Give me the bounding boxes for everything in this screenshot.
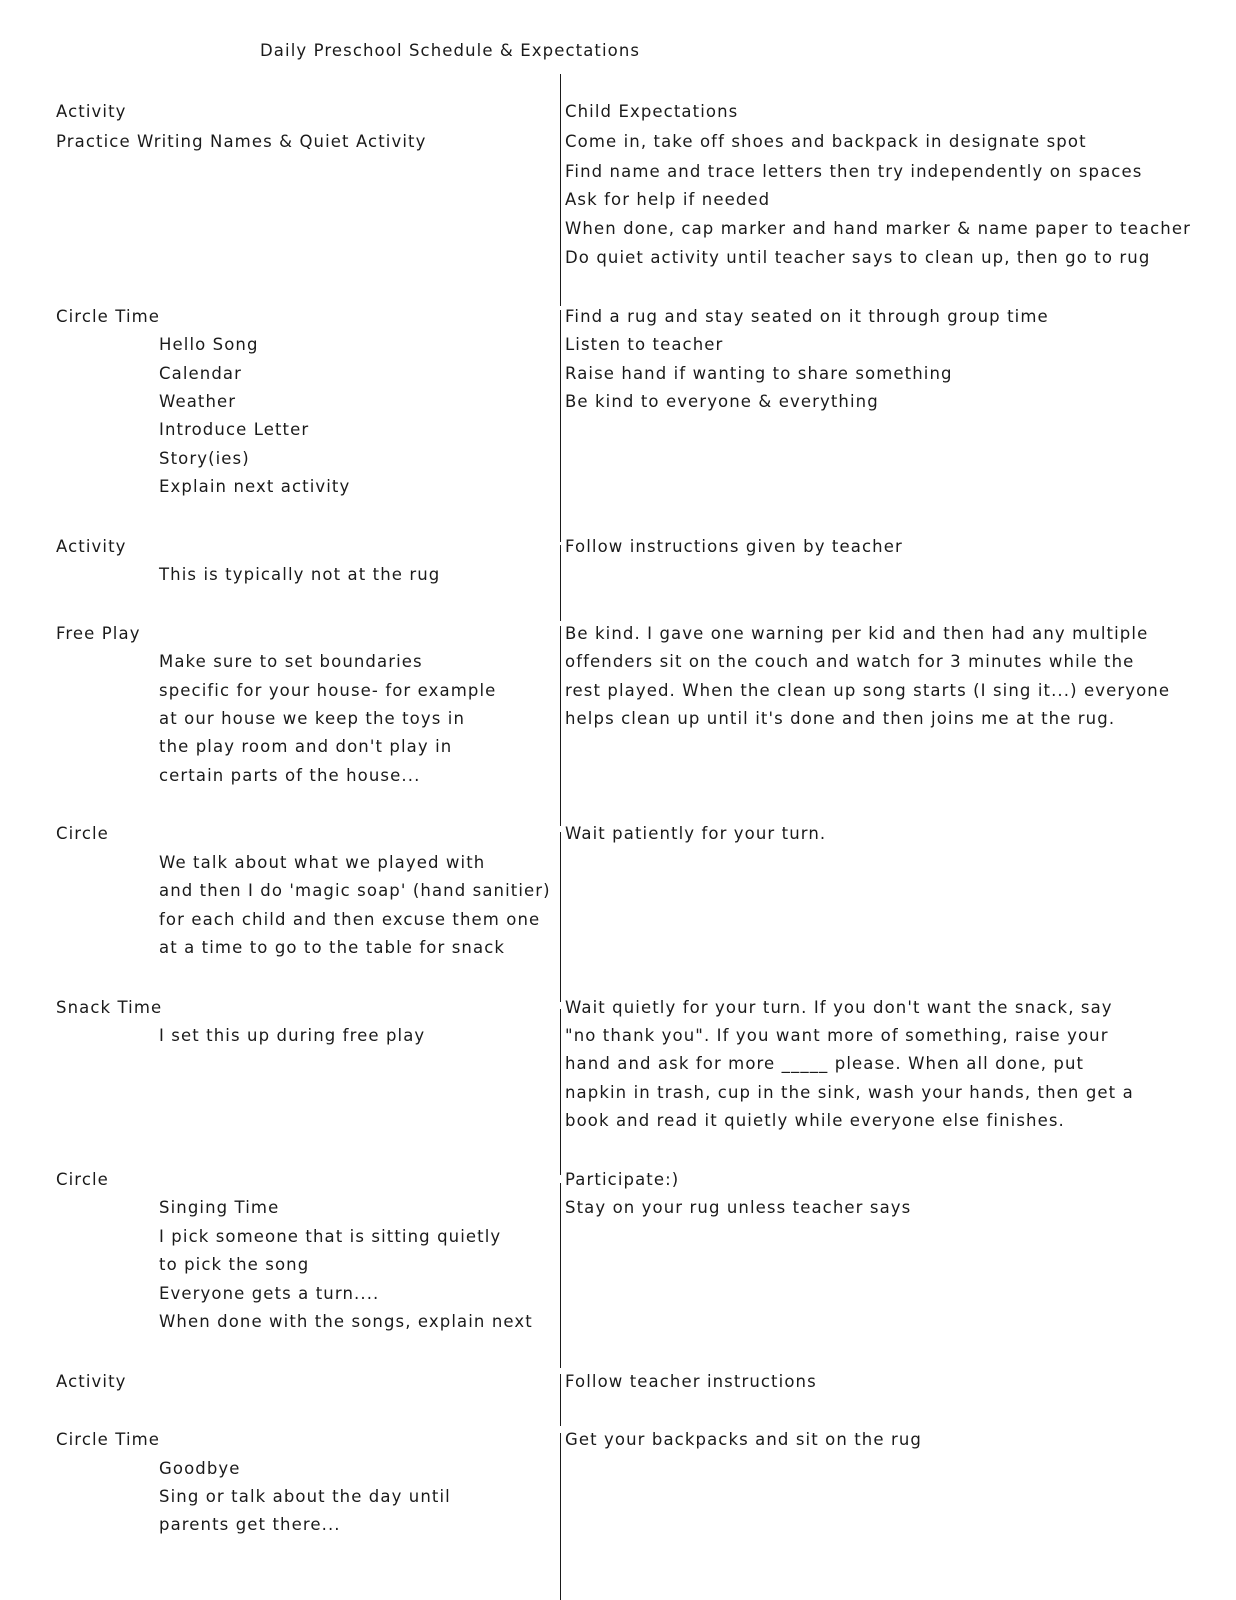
activity-detail: at a time to go to the table for snack bbox=[159, 938, 506, 957]
expectation-line: When done, cap marker and hand marker & name paper to teacher bbox=[565, 219, 1191, 238]
activity-detail: certain parts of the house... bbox=[159, 766, 421, 785]
expectation-line: Wait patiently for your turn. bbox=[565, 824, 827, 843]
expectation-line: napkin in trash, cup in the sink, wash your hands, then get a bbox=[565, 1083, 1134, 1102]
expectation-line: hand and ask for more _____ please. When all done, put bbox=[565, 1054, 1085, 1073]
expectation-line: Raise hand if wanting to share something bbox=[565, 364, 953, 383]
activity-detail: Everyone gets a turn.... bbox=[159, 1284, 380, 1303]
activity-detail: I set this up during free play bbox=[159, 1026, 426, 1045]
expectation-line: Do quiet activity until teacher says to clean up, then go to rug bbox=[565, 248, 1151, 267]
expectations-column-header: Child Expectations bbox=[565, 102, 739, 121]
activity-detail: Calendar bbox=[159, 364, 242, 383]
activity-detail: Hello Song bbox=[159, 335, 259, 354]
activity-column-header: Activity bbox=[56, 102, 127, 121]
activity-title: Circle Time bbox=[56, 307, 161, 326]
activity-detail: This is typically not at the rug bbox=[159, 565, 441, 584]
activity-detail: Sing or talk about the day until bbox=[159, 1487, 451, 1506]
expectation-line: Come in, take off shoes and backpack in designate spot bbox=[565, 132, 1087, 151]
activity-title: Free Play bbox=[56, 624, 141, 643]
activity-detail: parents get there... bbox=[159, 1515, 341, 1534]
activity-detail: at our house we keep the toys in bbox=[159, 709, 466, 728]
column-divider bbox=[560, 1433, 561, 1600]
page-title: Daily Preschool Schedule & Expectations bbox=[260, 41, 641, 60]
expectation-line: "no thank you". If you want more of something, raise your bbox=[565, 1026, 1109, 1045]
expectation-line: Stay on your rug unless teacher says bbox=[565, 1198, 912, 1217]
activity-detail: for each child and then excuse them one bbox=[159, 910, 541, 929]
column-divider bbox=[560, 626, 561, 826]
activity-title: Circle bbox=[56, 824, 109, 843]
activity-title: Circle bbox=[56, 1170, 109, 1189]
activity-detail: When done with the songs, explain next bbox=[159, 1312, 533, 1331]
column-divider bbox=[560, 74, 561, 306]
column-divider bbox=[560, 545, 561, 621]
activity-detail: Goodbye bbox=[159, 1459, 241, 1478]
activity-detail: Story(ies) bbox=[159, 449, 250, 468]
column-divider bbox=[560, 1009, 561, 1175]
expectation-line: helps clean up until it's done and then joins me at the rug. bbox=[565, 709, 1116, 728]
expectation-line: Find a rug and stay seated on it through group time bbox=[565, 307, 1049, 326]
activity-title: Activity bbox=[56, 1372, 127, 1391]
expectation-line: Wait quietly for your turn. If you don't want the snack, say bbox=[565, 998, 1113, 1017]
expectation-line: Ask for help if needed bbox=[565, 190, 771, 209]
expectation-line: Be kind. I gave one warning per kid and then had any multiple bbox=[565, 624, 1149, 643]
activity-detail: Introduce Letter bbox=[159, 420, 310, 439]
column-divider bbox=[560, 1183, 561, 1368]
expectation-line: Follow instructions given by teacher bbox=[565, 537, 903, 556]
activity-title: Snack Time bbox=[56, 998, 163, 1017]
activity-detail: the play room and don't play in bbox=[159, 737, 453, 756]
expectation-line: book and read it quietly while everyone else finishes. bbox=[565, 1111, 1065, 1130]
activity-title: Practice Writing Names & Quiet Activity bbox=[56, 132, 427, 151]
expectation-line: Participate:) bbox=[565, 1170, 680, 1189]
expectation-line: rest played. When the clean up song starts (I sing it...) everyone bbox=[565, 681, 1171, 700]
activity-title: Activity bbox=[56, 537, 127, 556]
activity-title: Circle Time bbox=[56, 1430, 161, 1449]
activity-detail: I pick someone that is sitting quietly bbox=[159, 1227, 502, 1246]
expectation-line: offenders sit on the couch and watch for 3 minutes while the bbox=[565, 652, 1135, 671]
activity-detail: specific for your house- for example bbox=[159, 681, 497, 700]
activity-detail: and then I do 'magic soap' (hand sanitier) bbox=[159, 881, 551, 900]
expectation-line: Get your backpacks and sit on the rug bbox=[565, 1430, 922, 1449]
activity-detail: Weather bbox=[159, 392, 237, 411]
column-divider bbox=[560, 1374, 561, 1426]
activity-detail: Singing Time bbox=[159, 1198, 280, 1217]
expectation-line: Listen to teacher bbox=[565, 335, 724, 354]
activity-detail: to pick the song bbox=[159, 1255, 310, 1274]
expectation-line: Find name and trace letters then try independently on spaces bbox=[565, 162, 1143, 181]
column-divider bbox=[560, 832, 561, 1002]
activity-detail: Make sure to set boundaries bbox=[159, 652, 423, 671]
activity-detail: Explain next activity bbox=[159, 477, 351, 496]
column-divider bbox=[560, 310, 561, 542]
activity-detail: We talk about what we played with bbox=[159, 853, 486, 872]
expectation-line: Follow teacher instructions bbox=[565, 1372, 817, 1391]
expectation-line: Be kind to everyone & everything bbox=[565, 392, 879, 411]
